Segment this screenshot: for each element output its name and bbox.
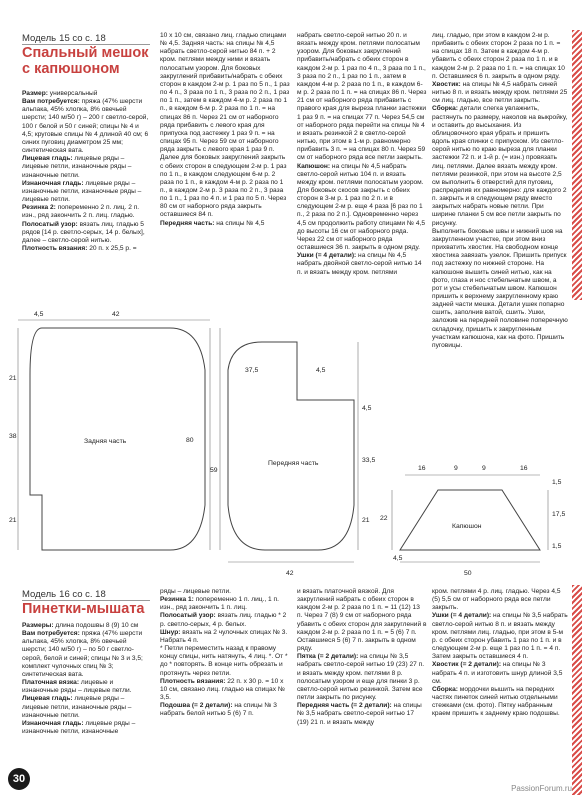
- model16-title: Пинетки-мышата: [22, 601, 145, 617]
- model16-front-text: на спицы № 3,5 набрать светло-серой нитью 17 (19) 21 п. и вязать между: [297, 702, 422, 726]
- model15-hood-text: на спицы № 4,5 набрать светло-серой нитью 104 п. и вязать между кром. петлями полосатым узором. Для боковых скосов закрыть с обеих сторон в 3-м р. 1 раз по 2 п. и в следующем 2-м р. еще 4 раза [6 раз по 1 п., 2 раза по 2 п.]. Одновременно через 4,5 см продолжить работу спицами № 4,5 до высоты 16 см от наборного ряда. Через 22 см от наборного ряда оставшиеся 36 п. закрыть в одном ряду.: [297, 162, 425, 252]
- hood-w16b: 16: [520, 465, 528, 472]
- model16-heel-label: Пятка (= 2 детали):: [297, 653, 359, 661]
- paragraph: [22, 98, 150, 155]
- term-label: Размеры:: [22, 622, 54, 629]
- model15-col1: [22, 90, 150, 253]
- side-stripe-top: [572, 30, 582, 300]
- model16-assembly-text: мордочки вышить на передних частях пинеток синей нитью отдельными стежками (см. фото). Пятку набранным краем пришить к заднему краю подошвы.: [432, 685, 560, 718]
- model15-tail-label: Хвостик:: [432, 80, 461, 88]
- front-label: Передняя часть: [268, 460, 319, 467]
- term-label: Вам потребуется:: [22, 630, 80, 638]
- front-w-rib: 4,5: [316, 367, 326, 374]
- term-label: Резинка 2:: [22, 204, 56, 212]
- back-h1: 21: [9, 375, 17, 382]
- paragraph: [22, 622, 150, 630]
- page-number: 30: [8, 768, 30, 790]
- hood-w9b: 9: [482, 465, 486, 472]
- paragraph: [160, 645, 290, 678]
- term-text: лицевые ряды – лицевые петли, изнаночные ряды – изнаночные петли.: [22, 155, 132, 179]
- term-label: Шнур:: [160, 628, 181, 636]
- model15-col4-text: лиц. гладью, при этом в каждом 2-м р. прибавить с обеих сторон 2 раза по 1 п. = на спицах 18 п. Затем в каждом 4-м р. убавить с обеих сторон 2 раза по 1 п. и в каждом 2-м р. 2 раза по 1 п. = на спицах 10 п. Оставшиеся 6 п. закрыть в одном ряду.: [432, 32, 565, 80]
- term-text: вязать на 2 чулочных спицах № 3. Набрать 4 п.: [160, 628, 288, 644]
- term-text: пряжа (47% шерсти альпака, 45% хлопка, 8% овечьей шерсти; 140 м/50 г) – по 50 г светло-серой, белой и синей; спицы № 3 и 3,5; комплект чулочных спиц № 3; синтетическая вата.: [22, 630, 143, 678]
- hood-h22: 22: [380, 515, 388, 522]
- paragraph: [160, 588, 290, 596]
- term-label: Полосатый узор:: [160, 612, 216, 620]
- term-text: универсальный: [47, 90, 98, 97]
- term-label: Полосатый узор:: [22, 220, 78, 228]
- back-w-left: 4,5: [34, 311, 44, 318]
- term-text: лицевые ряды – изнаночные петли, изнаночные: [22, 719, 136, 736]
- model16-col2: [160, 588, 290, 719]
- model15-front-label: Передняя часть:: [160, 219, 215, 227]
- paragraph: [22, 155, 150, 179]
- hood-h175: 17,5: [552, 511, 566, 518]
- front-h-mid: 33,5: [362, 457, 376, 464]
- model16-ears-text: на спицы № 3,5 набрать светло-серой нитью 8 п. и вязать между кром. петлями лиц. гладью, при этом в 5-м р. с обеих сторон убавить 1 раз по 1 п. и в следующем 2-м р. еще 1 раз по 1 п. = 4 п. Затем закрыть оставшиеся 4 п.: [432, 612, 568, 661]
- term-text: ряды – лицевые петли.: [160, 588, 231, 595]
- paragraph: [22, 204, 150, 220]
- term-text: вязать лиц. гладью 5 рядов [14 р. светло-серых, 14 р. белых], далее – светло-серой нитью.: [22, 220, 145, 244]
- term-label: Плотность вязания:: [22, 244, 88, 252]
- term-text: на спицы № 3 набрать белой нитью 5 (6) 7 п.: [160, 702, 277, 718]
- hood-w-bottom: 50: [464, 570, 472, 577]
- model16-ears-label: Ушки (= 4 детали):: [432, 612, 492, 620]
- model15-assembly-text2: Выполнить боковые швы и нижний шов на закругленном участке, при этом вниз прихватить хвостик. На свободном конце хвостика завязать узелок. Пришить припуск под застежку по нижней стороне. На капюшоне вышить синей нитью, как на фото, глаза и нос стебельчатым швом, а рот и усы стебельчатым швом. Капюшон пришить к верхнему закругленному краю задней части мешка. Детали ушек попарно сшить, заполнив ватой, сшить. Ушки, заложив на передней половине поперечную складочку, пришить к закругленным участкам капюшона, как на фото. Пришить пуговицы.: [432, 227, 568, 349]
- paragraph: [160, 629, 290, 645]
- model15-col3-text: набрать светло-серой нитью 20 п. и вязать между кром. петлями полосатым узором. Для боковых закруглений прибавить/набрать с обеих сторон в каждом 2-м р. 1 раз по 4 п., 3 раза по 1 п., 3 раза по 2 п., 1 раз по 1 п., затем в каждом 4-м р. 2 раза по 1 п., в каждом 6-м р. 2 раза по 1 п. = на спицах 86 п. Через 21 см от наборного ряда прибавить с правого края для выреза планки застежки 1 раз 9 п. = на спицах 77 п. Через 54,5 см от наборного ряда перейти на спицы № 4 и вязать резинкой 2 в светло-серой нитью, при этом в 1-м р. равномерно прибавить 3 п. = на спицах 80 п. Через 59 см от наборного ряда все петли закрыть.: [297, 32, 427, 162]
- front-w-top: 37,5: [245, 367, 259, 374]
- model15-ears-text: на спицы № 4,5 набрать двойной светло-серой нитью 14 п. и вязать между кром. петлями: [297, 252, 422, 276]
- model16-tail-label: Хвостик (= 2 детали):: [432, 661, 502, 669]
- term-text: попеременно 1 п. лиц., 1 п. изн., ряд закончить 1 п. лиц.: [160, 596, 279, 612]
- term-label: Плотность вязания:: [160, 677, 226, 685]
- term-label: Размер:: [22, 90, 48, 97]
- front-h-left: 59: [210, 467, 218, 474]
- hood-h15b: 1,5: [552, 479, 562, 486]
- term-label: Платочная вязка:: [22, 679, 80, 687]
- hood-w16a: 16: [418, 465, 426, 472]
- model15-assembly-text: детали слегка увлажнить, растянуть по размеру, наколов на выкройку, и оставить до высыхания. Из облицовочного края убрать и пришить вдоль края спинки с припуском. Из светло-серой нитью по краю выреза для планки застежки 72 п. и 1-й р. (= изн.) провязать лиц. петлями. Далее вязать между кром. петлями резинкой, при этом на высоте 2,5 см выполнить 6 отверстий для пуговиц, распределив их равномерно: для каждого 2 п. закрыть и в следующем ряду вместо закрытых набрать новые петли. При ширине планки 5 см все петли закрыть по рисунку.: [432, 105, 568, 227]
- paragraph: [160, 596, 290, 612]
- model15-header: [22, 32, 106, 44]
- model15-front-start: на спицы № 4,5: [214, 219, 265, 227]
- term-label: Резинка 1:: [160, 596, 194, 604]
- site-watermark: PassionForum.ru: [511, 784, 572, 793]
- model15-col3: [297, 32, 427, 277]
- hood-label: Капюшон: [452, 523, 482, 530]
- term-label: Изнаночная гладь:: [22, 179, 84, 187]
- model15-num: 15 со с. 18: [59, 33, 106, 44]
- back-h3: 21: [9, 517, 17, 524]
- model15-tail-text: на спицы № 4,5 набрать синей нитью 8 п. и вязать между кром. петлями 25 см лиц. гладью, все петли закрыть.: [432, 80, 568, 105]
- term-label: Лицевая гладь:: [22, 155, 73, 163]
- paragraph: [22, 720, 150, 736]
- paragraph: [22, 180, 150, 204]
- model16-heel-text: на спицы № 3,5 набрать светло-серой нитью 19 (23) 27 п. и вязать между кром. петлями 8 р. полосатым узором и еще для пинки 3 р. светло-серой нитью резинкой. Затем все петли закрыть по рисунку.: [297, 653, 425, 702]
- schematics: [0, 300, 582, 600]
- paragraph: [160, 702, 290, 718]
- term-text: длина подошвы 8 (9) 10 см: [53, 622, 139, 629]
- back-label: Задняя часть: [84, 438, 127, 445]
- paragraph: [22, 90, 150, 98]
- model16-assembly-label: Сборка:: [432, 685, 458, 693]
- paragraph: [22, 221, 150, 245]
- model16-label: Модель: [22, 589, 57, 600]
- hood-outline: [400, 490, 540, 550]
- model15-col2: [160, 32, 290, 228]
- term-label: Подошва (= 2 детали):: [160, 702, 233, 710]
- term-text: лицевые ряды – лицевые петли, изнаночные ряды – изнаночные петли.: [22, 695, 132, 719]
- model16-num: 16 со с. 18: [59, 589, 106, 600]
- model15-assembly-label: Сборка:: [432, 105, 458, 113]
- term-label: Изнаночная гладь:: [22, 719, 84, 727]
- term-text: 22 п. х 30 р. = 10 х 10 см, связано лиц. гладью на спицах № 3,5.: [160, 677, 285, 702]
- hood-w9a: 9: [454, 465, 458, 472]
- paragraph: [22, 679, 150, 695]
- term-text: лицевые ряды – изнаночные петли, изнаночные ряды – лицевые петли.: [22, 179, 142, 204]
- hood-h15: 1,5: [552, 543, 562, 550]
- model16-col3: [297, 588, 427, 727]
- term-label: Лицевая гладь:: [22, 695, 73, 703]
- model16-col4-text: кром. петлями 4 р. лиц. гладью. Через 4,5 (5) 5,5 см от наборного ряда все петли закрыть.: [432, 588, 561, 612]
- model16-front-label: Передняя часть (= 2 детали):: [297, 702, 392, 710]
- term-text: 20 п. х 25,5 р. =: [87, 244, 137, 252]
- front-h-total: 80: [186, 437, 194, 444]
- model16-header: [22, 588, 106, 600]
- term-text: * Петли переместить назад к правому концу спицы, нить натянуть, 4 лиц. *. От * до * повторять. В конце нить обрезать и протянуть через петли.: [160, 645, 288, 677]
- back-w-top: 42: [112, 311, 120, 318]
- paragraph: [22, 695, 150, 719]
- front-h-low: 21: [362, 517, 370, 524]
- paragraph: [160, 612, 290, 628]
- model15-title-line2: с капюшоном: [22, 61, 120, 77]
- hood-h45: 4,5: [393, 555, 403, 562]
- side-stripe-bottom: [572, 585, 582, 795]
- paragraph: [22, 245, 150, 253]
- term-text: попеременно 2 п. лиц. 2 п. изн., ряд закончить 2 п. лиц. гладью.: [22, 204, 140, 220]
- model15-label: Модель: [22, 33, 57, 44]
- front-w-bottom: 42: [286, 570, 294, 577]
- paragraph: [22, 630, 150, 679]
- front-h-rib: 4,5: [362, 405, 372, 412]
- model15-hood-label: Капюшон:: [297, 162, 331, 170]
- term-text: лицевые и изнаночные ряды – лицевые петли.: [22, 679, 132, 695]
- term-label: Вам потребуется:: [22, 98, 80, 106]
- model16-tail-text: на спицы № 3 набрать 4 п. и изготовить шнур длиной 3,5 см.: [432, 661, 563, 685]
- model15-title-line1: Спальный мешок: [22, 45, 149, 61]
- model15-col2-text: 10 х 10 см, связано лиц. гладью спицами № 4,5. Задняя часть: на спицы № 4,5 набрать светло-серой нитью 84 п. + 2 кром. петлями между ними и вязать полосатым узором. Для боковых закруглений прибавить/набрать с обеих сторон в каждом 2-м р. 1 раз по 5 п., 1 раз по 4 п., 3 раза по 1 п., 3 раза по 2 п., 1 раз по 1 п., затем в каждом 4-м р. 2 раза по 1 п., в каждом 6-м р. 2 раза по 1 п. = на спицах 86 п. Через 21 см от наборного ряда прибавить с левого края для припуска под застежку 1 раз 9 п. = на спицах 95 п. Через 59 см от наборного ряда закрыть с левого края 1 раз 9 п. Далее для боковых закруглений закрыть с обеих сторон в следующем 2-м р. 1 раз по 1 п., в каждом следующем 6-м р. 2 раза по 1 п., в каждом 4-м р. 2 раза по 1 п., в каждом 2-м р. 3 раза по 2 п., 3 раза по 1 п., 1 раз по 4 п. и 1 раз по 5 п. Через 80 см от наборного ряда закрыть оставшиеся 84 п.: [160, 32, 290, 219]
- term-text: вязать лиц. гладью * 2 р. светло-серых, 4 р. белых.: [160, 612, 287, 628]
- model15-ears-label: Ушки (= 4 детали):: [297, 252, 357, 260]
- model16-col3-text: и вязать платочной вязкой. Для закруглений набрать с обеих сторон в каждом 2-м р. 2 раза по 1 п. = 11 (12) 13 п. Через 7 (8) 9 см от наборного ряда убавить с обеих сторон для закруглений в каждом 2-м р. 2 раза по 1 п. = 5 (6) 7 п. Оставшиеся 5 (6) 7 п. закрыть в одном ряду.: [297, 588, 427, 653]
- back-h2: 38: [9, 433, 17, 440]
- model16-col1: [22, 622, 150, 736]
- paragraph: [160, 678, 290, 702]
- model16-col4: [432, 588, 568, 719]
- term-text: пряжа (47% шерсти альпака, 45% хлопка, 8% овечьей шерсти; 140 м/50 г) – 200 г светло-серой, 100 г белой и 50 г синей; спицы № 4 и 4,5; круговые спицы № 4 длиной 40 см; 6 синих пуговиц диаметром 25 мм; синтетическая вата.: [22, 98, 149, 155]
